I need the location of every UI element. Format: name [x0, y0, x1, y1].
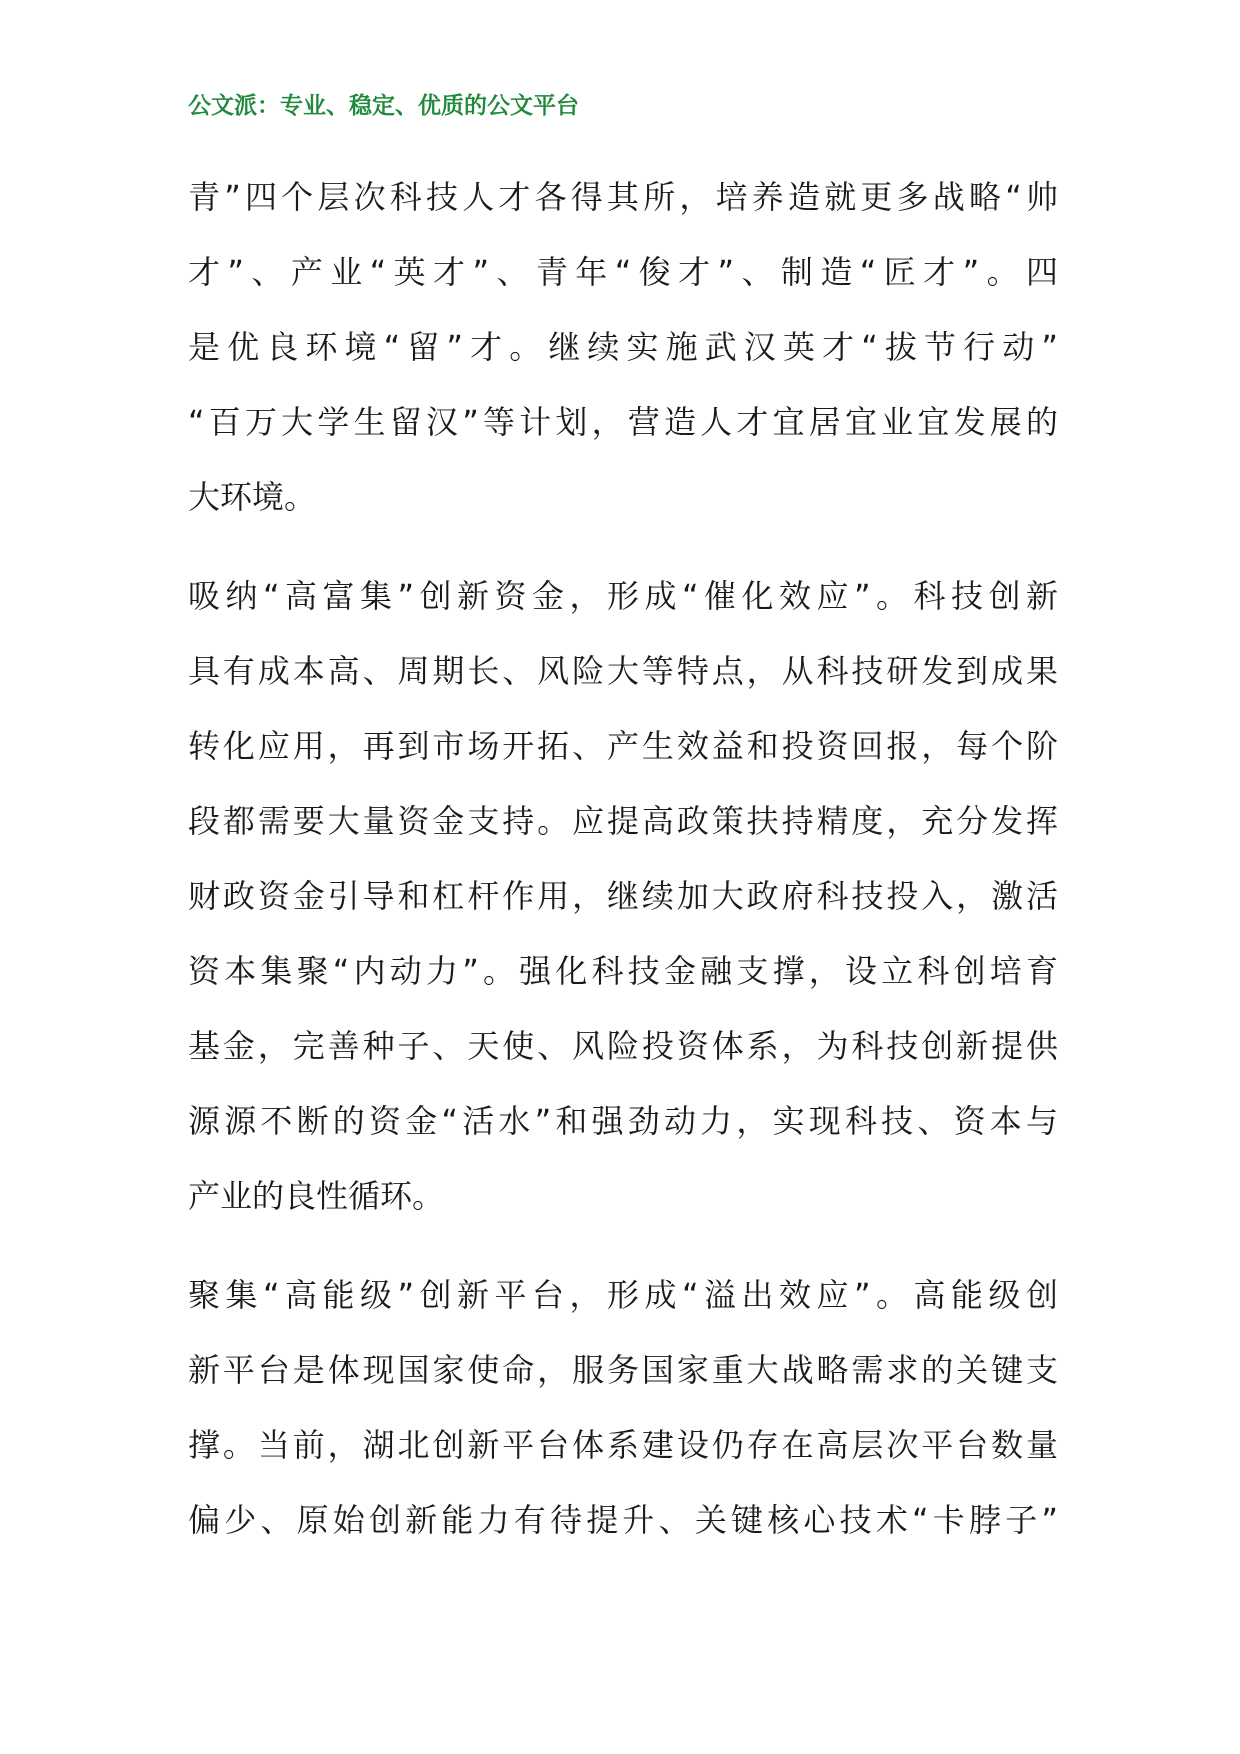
text-line: 基金，完善种子、天使、风险投资体系，为科技创新提供: [188, 1027, 1058, 1065]
text-line: 财政资金引导和杠杆作用，继续加大政府科技投入，激活: [188, 877, 1058, 915]
body-text: [188, 160, 1058, 1582]
text-line: 是优良环境“留”才。继续实施武汉英才“拔节行动”: [188, 328, 1058, 366]
text-line: 吸纳“高富集”创新资金，形成“催化效应”。科技创新: [188, 577, 1058, 615]
text-line: 具有成本高、周期长、风险大等特点，从科技研发到成果: [188, 652, 1058, 690]
paragraph-platform: [188, 1258, 1058, 1558]
text-line: “百万大学生留汉”等计划，营造人才宜居宜业宜发展的: [188, 403, 1058, 441]
text-line: 青”四个层次科技人才各得其所，培养造就更多战略“帅: [188, 178, 1058, 216]
text-line: 转化应用，再到市场开拓、产生效益和投资回报，每个阶: [188, 727, 1058, 765]
text-line: 新平台是体现国家使命，服务国家重大战略需求的关键支: [188, 1351, 1058, 1389]
text-line: 大环境。: [188, 478, 317, 516]
text-line: 资本集聚“内动力”。强化科技金融支撑，设立科创培育: [188, 952, 1058, 990]
text-line: 段都需要大量资金支持。应提高政策扶持精度，充分发挥: [188, 802, 1058, 840]
text-line: 撑。当前，湖北创新平台体系建设仍存在高层次平台数量: [188, 1426, 1058, 1464]
text-line: 才”、产业“英才”、青年“俊才”、制造“匠才”。四: [188, 253, 1058, 291]
text-line: 产业的良性循环。: [188, 1177, 445, 1215]
text-line: 偏少、原始创新能力有待提升、关键核心技术“卡脖子”: [188, 1501, 1058, 1539]
text-line: 源源不断的资金“活水”和强劲动力，实现科技、资本与: [188, 1102, 1058, 1140]
text-line: 聚集“高能级”创新平台，形成“溢出效应”。高能级创: [188, 1276, 1058, 1314]
paragraph-funding: [188, 559, 1058, 1234]
paragraph-talent: [188, 160, 1058, 535]
page-header: 公文派：专业、稳定、优质的公文平台: [188, 92, 579, 119]
